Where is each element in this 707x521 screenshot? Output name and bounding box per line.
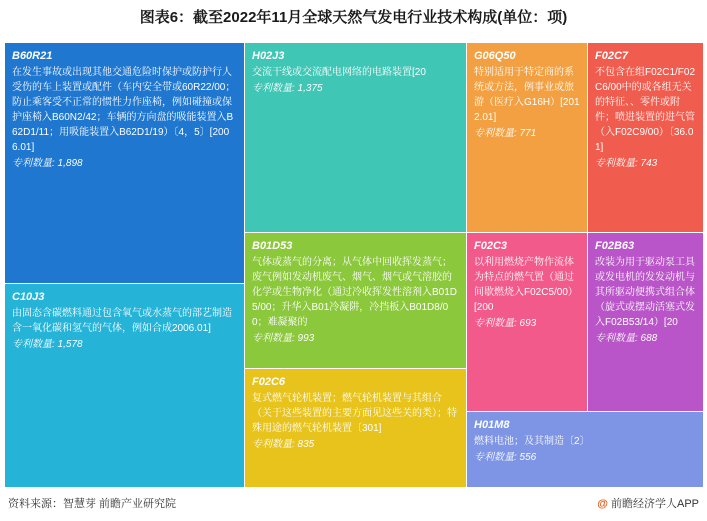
treemap-tile xyxy=(587,42,703,232)
tile-patent-count: 专利数量: 835 xyxy=(252,439,315,450)
tile-code: C10J3 xyxy=(12,291,45,303)
tile-patent-count: 专利数量: 1,898 xyxy=(12,158,83,169)
tile-description: 不包含在组F02C1/F02C6/00中的或各组无关的特征、、零件或附件；喷进装置的进气管（入F02C9/00）〔36.01] xyxy=(595,67,696,153)
tile-patent-count: 专利数量: 1,375 xyxy=(252,83,323,94)
brand-mark xyxy=(597,495,699,511)
tile-code: H02J3 xyxy=(252,50,285,62)
source-note: 资料来源：智慧芽 前瞻产业研究院 xyxy=(8,498,177,510)
tile-code: H01M8 xyxy=(474,419,510,431)
tile-description: 交流干线或交流配电网络的电路装置[20 xyxy=(252,67,426,78)
tile-code: F02C7 xyxy=(595,50,629,62)
tile-description: 气体或蒸气的分离；从气体中回收挥发蒸气；废气例如发动机废气、烟气、烟气或气溶胶的化学或生物净化（通过冷收挥发性溶剂入B01D5/00；升华入B01冷凝阱，冷挡板入B01D8/00；难凝聚的 xyxy=(252,257,458,328)
tile-code: B60R21 xyxy=(12,50,53,62)
tile-patent-count: 专利数量: 993 xyxy=(252,333,315,344)
chart-title: 图表6：截至2022年11月全球天然气发电行业技术构成(单位：项) xyxy=(139,9,568,26)
tile-description: 复式燃气轮机装置；燃气轮机装置与其组合（关于这些装置的主要方面见这些关的类）；特殊用途的燃气轮机装置〔301] xyxy=(252,393,457,434)
tile-patent-count: 专利数量: 771 xyxy=(474,128,537,139)
tile-description: 燃料电池；及其制造〔2〕 xyxy=(474,436,590,447)
treemap-tile xyxy=(4,42,244,283)
tile-patent-count: 专利数量: 743 xyxy=(595,158,658,169)
brand-text: 前瞻经济学人APP xyxy=(610,498,699,510)
treemap-tile xyxy=(466,232,587,411)
treemap-tile xyxy=(466,411,703,487)
tile-code: G06Q50 xyxy=(474,50,516,62)
tile-description: 在发生事故或出现其他交通危险时保护或防护行人受伤的车上装置或配件（车内安全带或60R22/00；防止乘客受不正常的惯性力作座椅，例如碰撞或保护座椅入B60N2/42；车辆的方向盘的吸能装置入B62D1/11；用吸能装置入B62D1/19）〔4，5〕[2006.01] xyxy=(12,67,236,153)
treemap-tile xyxy=(587,232,703,411)
treemap-tile xyxy=(466,42,587,232)
tile-patent-count: 专利数量: 688 xyxy=(595,333,658,344)
tile-description: 特别适用于特定商的系统或方法，例事业或旅游（医疗入G16H）[2012.01] xyxy=(474,67,580,123)
tile-patent-count: 专利数量: 693 xyxy=(474,318,537,329)
tile-code: F02B63 xyxy=(595,240,635,252)
treemap-tile xyxy=(244,42,466,232)
tile-code: F02C6 xyxy=(252,376,286,388)
tile-patent-count: 专利数量: 556 xyxy=(474,452,537,463)
tile-description: 改装为用于驱动泵工具或发电机的发发动机与其所驱动便携式组合体（旋式或摆动活塞式发入F02B53/14）[20 xyxy=(595,257,695,328)
tile-patent-count: 专利数量: 1,578 xyxy=(12,339,83,350)
treemap-tile xyxy=(4,283,244,487)
tile-code: F02C3 xyxy=(474,240,508,252)
brand-logo-icon: @ xyxy=(597,498,608,510)
tile-code: B01D53 xyxy=(252,240,293,252)
treemap-tile xyxy=(244,368,466,487)
treemap-tile xyxy=(244,232,466,368)
tile-description: 以利用燃烧产物作流体为特点的燃气置（通过间歇燃烧入F02C5/00）[200 xyxy=(474,257,578,313)
tile-description: 由固态含碳燃料通过包含氧气或水蒸气的部艺制造含一氧化碳和氢气的气体，例如合成2006.01] xyxy=(12,308,232,334)
